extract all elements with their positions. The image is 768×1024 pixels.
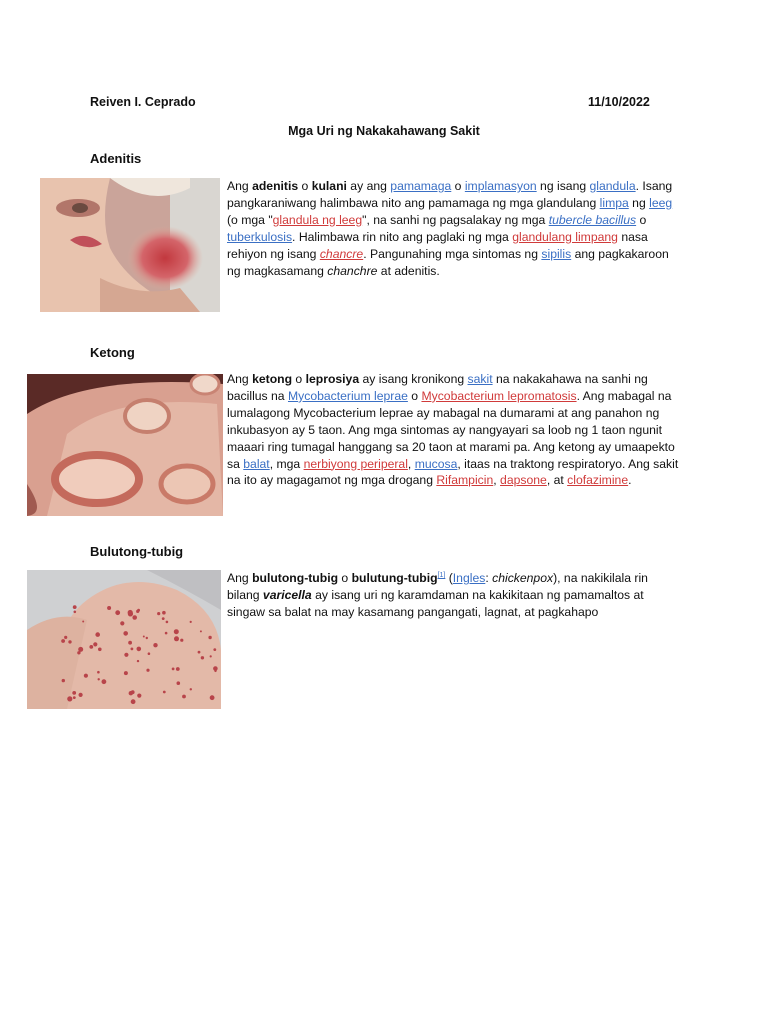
document-date: 11/10/2022 — [588, 95, 650, 109]
ketong-paragraph: Ang ketong o leprosiya ay isang kronikong sakit na nakakahawa na sanhi ng bacillus na Mycobacterium leprae o Mycobacterium lepromatosis. Ang mabagal na lumalagong Mycobacterium leprae ay mabagal na dumarami at ang panahon ng inkubasyon ay 5 taon. Ang mga sintomas ay nangyayari sa loob ng 1 taon ngunit maaari ring tumagal hanggang sa 20 taon at marami pa. Ang ketong ay umaapekto sa balat, mga nerbiyong periperal, mucosa, itaas na traktong respiratoryo. Ang sakit na ito ay magagamot ng mga drogang Rifampicin, dapsone, at clofazimine. — [227, 372, 679, 488]
bulutong-tubig-photo — [27, 570, 221, 709]
author-name: Reiven I. Ceprado — [90, 95, 196, 109]
link-leeg[interactable]: leeg — [649, 195, 673, 210]
link-ingles[interactable]: Ingles — [452, 571, 486, 585]
link-mycobacterium-lepromatosis[interactable]: Mycobacterium lepromatosis — [421, 388, 577, 403]
link-sipilis[interactable]: sipilis — [541, 246, 572, 261]
link-sakit[interactable]: sakit — [467, 372, 493, 386]
link-glandula[interactable]: glandula — [589, 179, 636, 193]
link-tubercle-bacillus[interactable]: tubercle bacillus — [548, 212, 637, 227]
section-heading-adenitis: Adenitis — [90, 151, 142, 166]
link-balat[interactable]: balat — [243, 456, 270, 471]
link-mycobacterium-leprae[interactable]: Mycobacterium leprae — [287, 388, 408, 403]
link-chancre[interactable]: chancre — [319, 246, 364, 261]
link-pamamaga[interactable]: pamamaga — [390, 179, 452, 193]
link-glandula-ng-leeg[interactable]: glandula ng leeg — [272, 212, 363, 227]
adenitis-photo — [40, 178, 220, 312]
link-limpa[interactable]: limpa — [599, 195, 629, 210]
section-heading-bulutong-tubig: Bulutong-tubig — [90, 544, 184, 559]
link-mucosa[interactable]: mucosa — [414, 456, 458, 471]
link-implamasyon[interactable]: implamasyon — [464, 179, 537, 193]
link-nerbiyong-periperal[interactable]: nerbiyong periperal — [303, 456, 408, 471]
link-rifampicin[interactable]: Rifampicin — [436, 473, 494, 488]
document-title: Mga Uri ng Nakakahawang Sakit — [288, 124, 480, 138]
footnote-ref[interactable]: [1] — [437, 571, 446, 579]
section-heading-ketong: Ketong — [90, 345, 135, 360]
bulutong-tubig-paragraph: Ang bulutong-tubig o bulutung-tubig[1] (Ingles: chickenpox), na nakikilala rin bilang varicella ay isang uri ng karamdaman na kakikitaan ng pamamaltos at singaw sa balat na may kasamang pangangati, lagnat, at pagkahapo — [227, 571, 648, 619]
link-tuberkulosis[interactable]: tuberkulosis — [227, 229, 293, 244]
adenitis-paragraph: Ang adenitis o kulani ay ang pamamaga o implamasyon ng isang glandula. Isang pangkaraniwang halimbawa nito ang pamamaga ng mga glandulang limpa ng leeg (o mga "glandula ng leeg", na sanhi ng pagsalakay ng mga tubercle bacillus o tuberkulosis. Halimbawa rin nito ang paglaki ng mga glandulang limpang nasa rehiyon ng isang chancre. Pangunahing mga sintomas ng sipilis ang pagkakaroon ng magkasamang chanchre at adenitis. — [227, 179, 673, 278]
link-dapsone[interactable]: dapsone — [500, 473, 547, 488]
link-clofazimine[interactable]: clofazimine — [567, 473, 629, 488]
link-glandulang-limpang[interactable]: glandulang limpang — [512, 229, 618, 244]
ketong-photo — [27, 374, 223, 516]
